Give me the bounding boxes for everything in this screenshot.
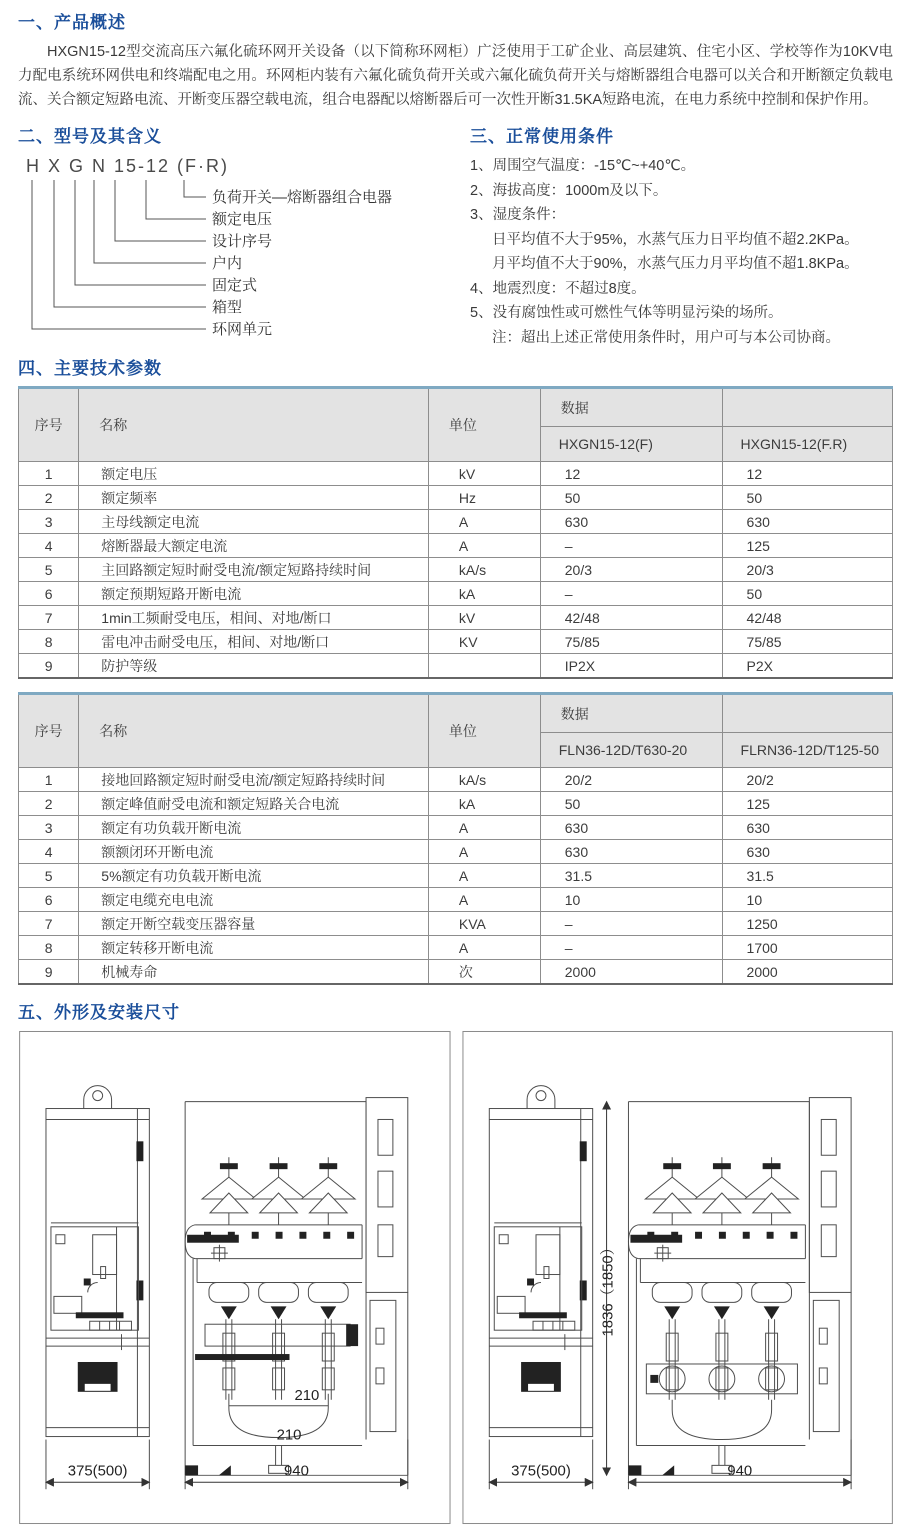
model-code-leader-lines [32, 180, 206, 329]
conditions-list [470, 154, 893, 350]
table-row [19, 960, 893, 985]
table-cell: 5%额定有功负载开断电流 [79, 864, 429, 888]
col-header-name: 名称 [79, 694, 429, 768]
section-title-conditions: 三、正常使用条件 [470, 127, 614, 146]
col-header-no: 序号 [19, 388, 79, 462]
side-view-drawing [489, 1086, 592, 1490]
tech-params-table-2 [18, 692, 893, 985]
table-cell: 125 [722, 792, 892, 816]
front-view-drawing [628, 1098, 851, 1490]
table-cell: 2000 [722, 960, 892, 985]
table-cell: 机械寿命 [79, 960, 429, 985]
table-cell: 4 [19, 840, 79, 864]
table-cell: 额定电压 [79, 462, 429, 486]
condition-item: 月平均值不大于90%，水蒸气压力月平均值不超1.8KPa。 [492, 256, 859, 272]
table-cell: – [540, 534, 722, 558]
table-cell: 9 [19, 654, 79, 679]
table-cell: 42/48 [540, 606, 722, 630]
table-cell: 630 [722, 510, 892, 534]
table-cell: – [540, 582, 722, 606]
model-label: 负荷开关—熔断器组合电器 [212, 189, 393, 206]
overview-paragraph: HXGN15-12型交流高压六氟化硫环网开关设备（以下简称环网柜）广泛使用于工矿企业、高层建筑、住宅小区、学校等作为10KV电力配电系统环网供电和终端配电之用。环网柜内装有六氟化硫负荷开关或六氟化硫负荷开关与熔断器组合电器可以关合和开断额定负载电流、关合额定短路电流、开断变压器空载电流，组合电器配以熔断器后可一次性开断31.5KA短路电流，在电力系统中控制和保护作用。 [18, 44, 893, 108]
table-cell: A [428, 534, 540, 558]
height-dim-label: 1836（1850） [600, 1240, 617, 1337]
table-row [19, 864, 893, 888]
col-header-unit: 单位 [428, 694, 540, 768]
table-cell [428, 654, 540, 679]
model-code-diagram [18, 154, 470, 350]
table-cell: Hz [428, 486, 540, 510]
table-cell: KV [428, 630, 540, 654]
table-cell: 额定电缆充电电流 [79, 888, 429, 912]
table-cell: A [428, 840, 540, 864]
side-view-drawing [46, 1086, 149, 1490]
col-header-data: 数据 [540, 694, 722, 733]
table-cell: 额定峰值耐受电流和额定短路关合电流 [79, 792, 429, 816]
table-cell: A [428, 510, 540, 534]
front-width-dim-label: 940 [727, 1463, 753, 1480]
col-header-model-2: HXGN15-12(F.R) [722, 427, 892, 462]
section-model [18, 122, 470, 350]
table-row [19, 558, 893, 582]
model-label: 户内 [212, 255, 243, 272]
table-row [19, 816, 893, 840]
table-cell: 1 [19, 768, 79, 792]
table-body [19, 462, 893, 679]
table-cell: 4 [19, 534, 79, 558]
table-cell: 6 [19, 888, 79, 912]
table-cell: 10 [540, 888, 722, 912]
section-title-overview: 一、产品概述 [18, 13, 126, 32]
table-cell: 防护等级 [79, 654, 429, 679]
table-cell: 额定有功负载开断电流 [79, 816, 429, 840]
table-cell: 7 [19, 606, 79, 630]
section-title-dimensions: 五、外形及安装尺寸 [18, 1003, 180, 1022]
table-cell: 630 [722, 840, 892, 864]
table-cell: 42/48 [722, 606, 892, 630]
section-title-params: 四、主要技术参数 [18, 359, 162, 378]
table-cell: kV [428, 606, 540, 630]
table-cell: 50 [540, 486, 722, 510]
table-cell: 熔断器最大额定电流 [79, 534, 429, 558]
table-cell: 31.5 [722, 864, 892, 888]
table-row [19, 654, 893, 679]
col-header-name: 名称 [79, 388, 429, 462]
table-cell: 20/2 [722, 768, 892, 792]
table-cell: 5 [19, 864, 79, 888]
table-cell: 1min工频耐受电压，相间、对地/断口 [79, 606, 429, 630]
outline-drawing-svg [18, 1030, 893, 1527]
table-cell: 630 [540, 816, 722, 840]
col-header-data-empty [722, 694, 892, 733]
table-cell: 630 [540, 510, 722, 534]
table-cell: P2X [722, 654, 892, 679]
table-cell: – [540, 912, 722, 936]
table-cell: 1250 [722, 912, 892, 936]
condition-item: 注：超出上述正常使用条件时，用户可与本公司协商。 [492, 329, 840, 346]
table-cell: 630 [722, 816, 892, 840]
condition-item: 日平均值不大于95%，水蒸气压力日平均值不超2.2KPa。 [492, 231, 859, 248]
table-row [19, 582, 893, 606]
table-row [19, 912, 893, 936]
table-cell: kA/s [428, 558, 540, 582]
table-row [19, 486, 893, 510]
section-conditions [470, 122, 893, 350]
condition-item: 4、地震烈度：不超过8度。 [470, 280, 646, 297]
table-cell: IP2X [540, 654, 722, 679]
table-cell: 额额闭环开断电流 [79, 840, 429, 864]
table-cell: 630 [540, 840, 722, 864]
table-cell: 2 [19, 792, 79, 816]
cable-compartment-detail [195, 1324, 358, 1437]
table-row [19, 768, 893, 792]
table-cell: 31.5 [540, 864, 722, 888]
table-cell: 8 [19, 630, 79, 654]
model-label: 环网单元 [212, 321, 273, 338]
model-label: 额定电压 [212, 211, 273, 228]
table-cell: 1700 [722, 936, 892, 960]
table-row [19, 510, 893, 534]
table-cell: 50 [540, 792, 722, 816]
table-cell: 12 [722, 462, 892, 486]
table-cell: 125 [722, 534, 892, 558]
table-cell: 主母线额定电流 [79, 510, 429, 534]
table-cell: kA [428, 582, 540, 606]
col-header-data: 数据 [540, 388, 722, 427]
table-cell: 额定开断空载变压器容量 [79, 912, 429, 936]
table-cell: kV [428, 462, 540, 486]
loop-dim-label-2: 210 [276, 1427, 302, 1444]
model-code: H X G N 15-12 (F·R) [26, 156, 230, 176]
table-cell: 10 [722, 888, 892, 912]
model-label: 固定式 [212, 277, 258, 294]
table-cell: 9 [19, 960, 79, 985]
table-cell: 接地回路额定短时耐受电流/额定短路持续时间 [79, 768, 429, 792]
table-cell: 1 [19, 462, 79, 486]
col-header-model-1: FLN36-12D/T630-20 [540, 733, 722, 768]
table-cell: 50 [722, 582, 892, 606]
col-header-data-empty [722, 388, 892, 427]
table-cell: – [540, 936, 722, 960]
outline-drawing-panel-2 [463, 1031, 892, 1523]
table-cell: kA/s [428, 768, 540, 792]
table-row [19, 792, 893, 816]
table-cell: A [428, 888, 540, 912]
table-cell: 额定频率 [79, 486, 429, 510]
table-cell: 主回路额定短时耐受电流/额定短路持续时间 [79, 558, 429, 582]
col-header-unit: 单位 [428, 388, 540, 462]
tech-params-table-1 [18, 386, 893, 679]
table-cell: 75/85 [722, 630, 892, 654]
table-cell: A [428, 936, 540, 960]
section-title-model: 二、型号及其含义 [18, 127, 162, 146]
table-cell: kA [428, 792, 540, 816]
table-cell: 75/85 [540, 630, 722, 654]
outline-drawing-panel-1 [20, 1031, 450, 1523]
col-header-model-2: FLRN36-12D/T125-50 [722, 733, 892, 768]
col-header-no: 序号 [19, 694, 79, 768]
side-width-dim-label: 375(500) [511, 1463, 571, 1480]
table-cell: 3 [19, 816, 79, 840]
loop-dim-label-1: 210 [294, 1387, 320, 1404]
model-label: 设计序号 [212, 233, 273, 250]
outline-drawings [18, 1030, 893, 1527]
condition-item: 5、没有腐蚀性或可燃性气体等明显污染的场所。 [470, 305, 783, 321]
table-cell: 5 [19, 558, 79, 582]
model-and-conditions-row [18, 122, 893, 350]
table-cell: 7 [19, 912, 79, 936]
table-row [19, 630, 893, 654]
table-cell: 20/3 [722, 558, 892, 582]
condition-item: 1、周围空气温度：-15℃~+40℃。 [470, 158, 696, 174]
table-cell: 额定预期短路开断电流 [79, 582, 429, 606]
table-cell: KVA [428, 912, 540, 936]
table-cell: 50 [722, 486, 892, 510]
table-row [19, 462, 893, 486]
table-cell: 20/2 [540, 768, 722, 792]
front-width-dim-label: 940 [284, 1463, 309, 1480]
table-row [19, 888, 893, 912]
condition-item: 3、湿度条件： [470, 207, 566, 223]
table-cell: 额定转移开断电流 [79, 936, 429, 960]
table-row [19, 534, 893, 558]
table-cell: 次 [428, 960, 540, 985]
col-header-model-1: HXGN15-12(F) [540, 427, 722, 462]
table-body [19, 768, 893, 985]
table-cell: A [428, 816, 540, 840]
table-cell: 20/3 [540, 558, 722, 582]
table-row [19, 936, 893, 960]
table-row [19, 840, 893, 864]
table-cell: 2 [19, 486, 79, 510]
table-cell: A [428, 864, 540, 888]
condition-item: 2、海拔高度：1000m及以下。 [470, 182, 668, 199]
table-cell: 雷电冲击耐受电压，相间、对地/断口 [79, 630, 429, 654]
table-cell: 8 [19, 936, 79, 960]
model-label: 箱型 [212, 299, 243, 316]
table-cell: 3 [19, 510, 79, 534]
table-cell: 2000 [540, 960, 722, 985]
table-cell: 12 [540, 462, 722, 486]
table-row [19, 606, 893, 630]
table-cell: 6 [19, 582, 79, 606]
side-width-dim-label: 375(500) [67, 1463, 128, 1480]
